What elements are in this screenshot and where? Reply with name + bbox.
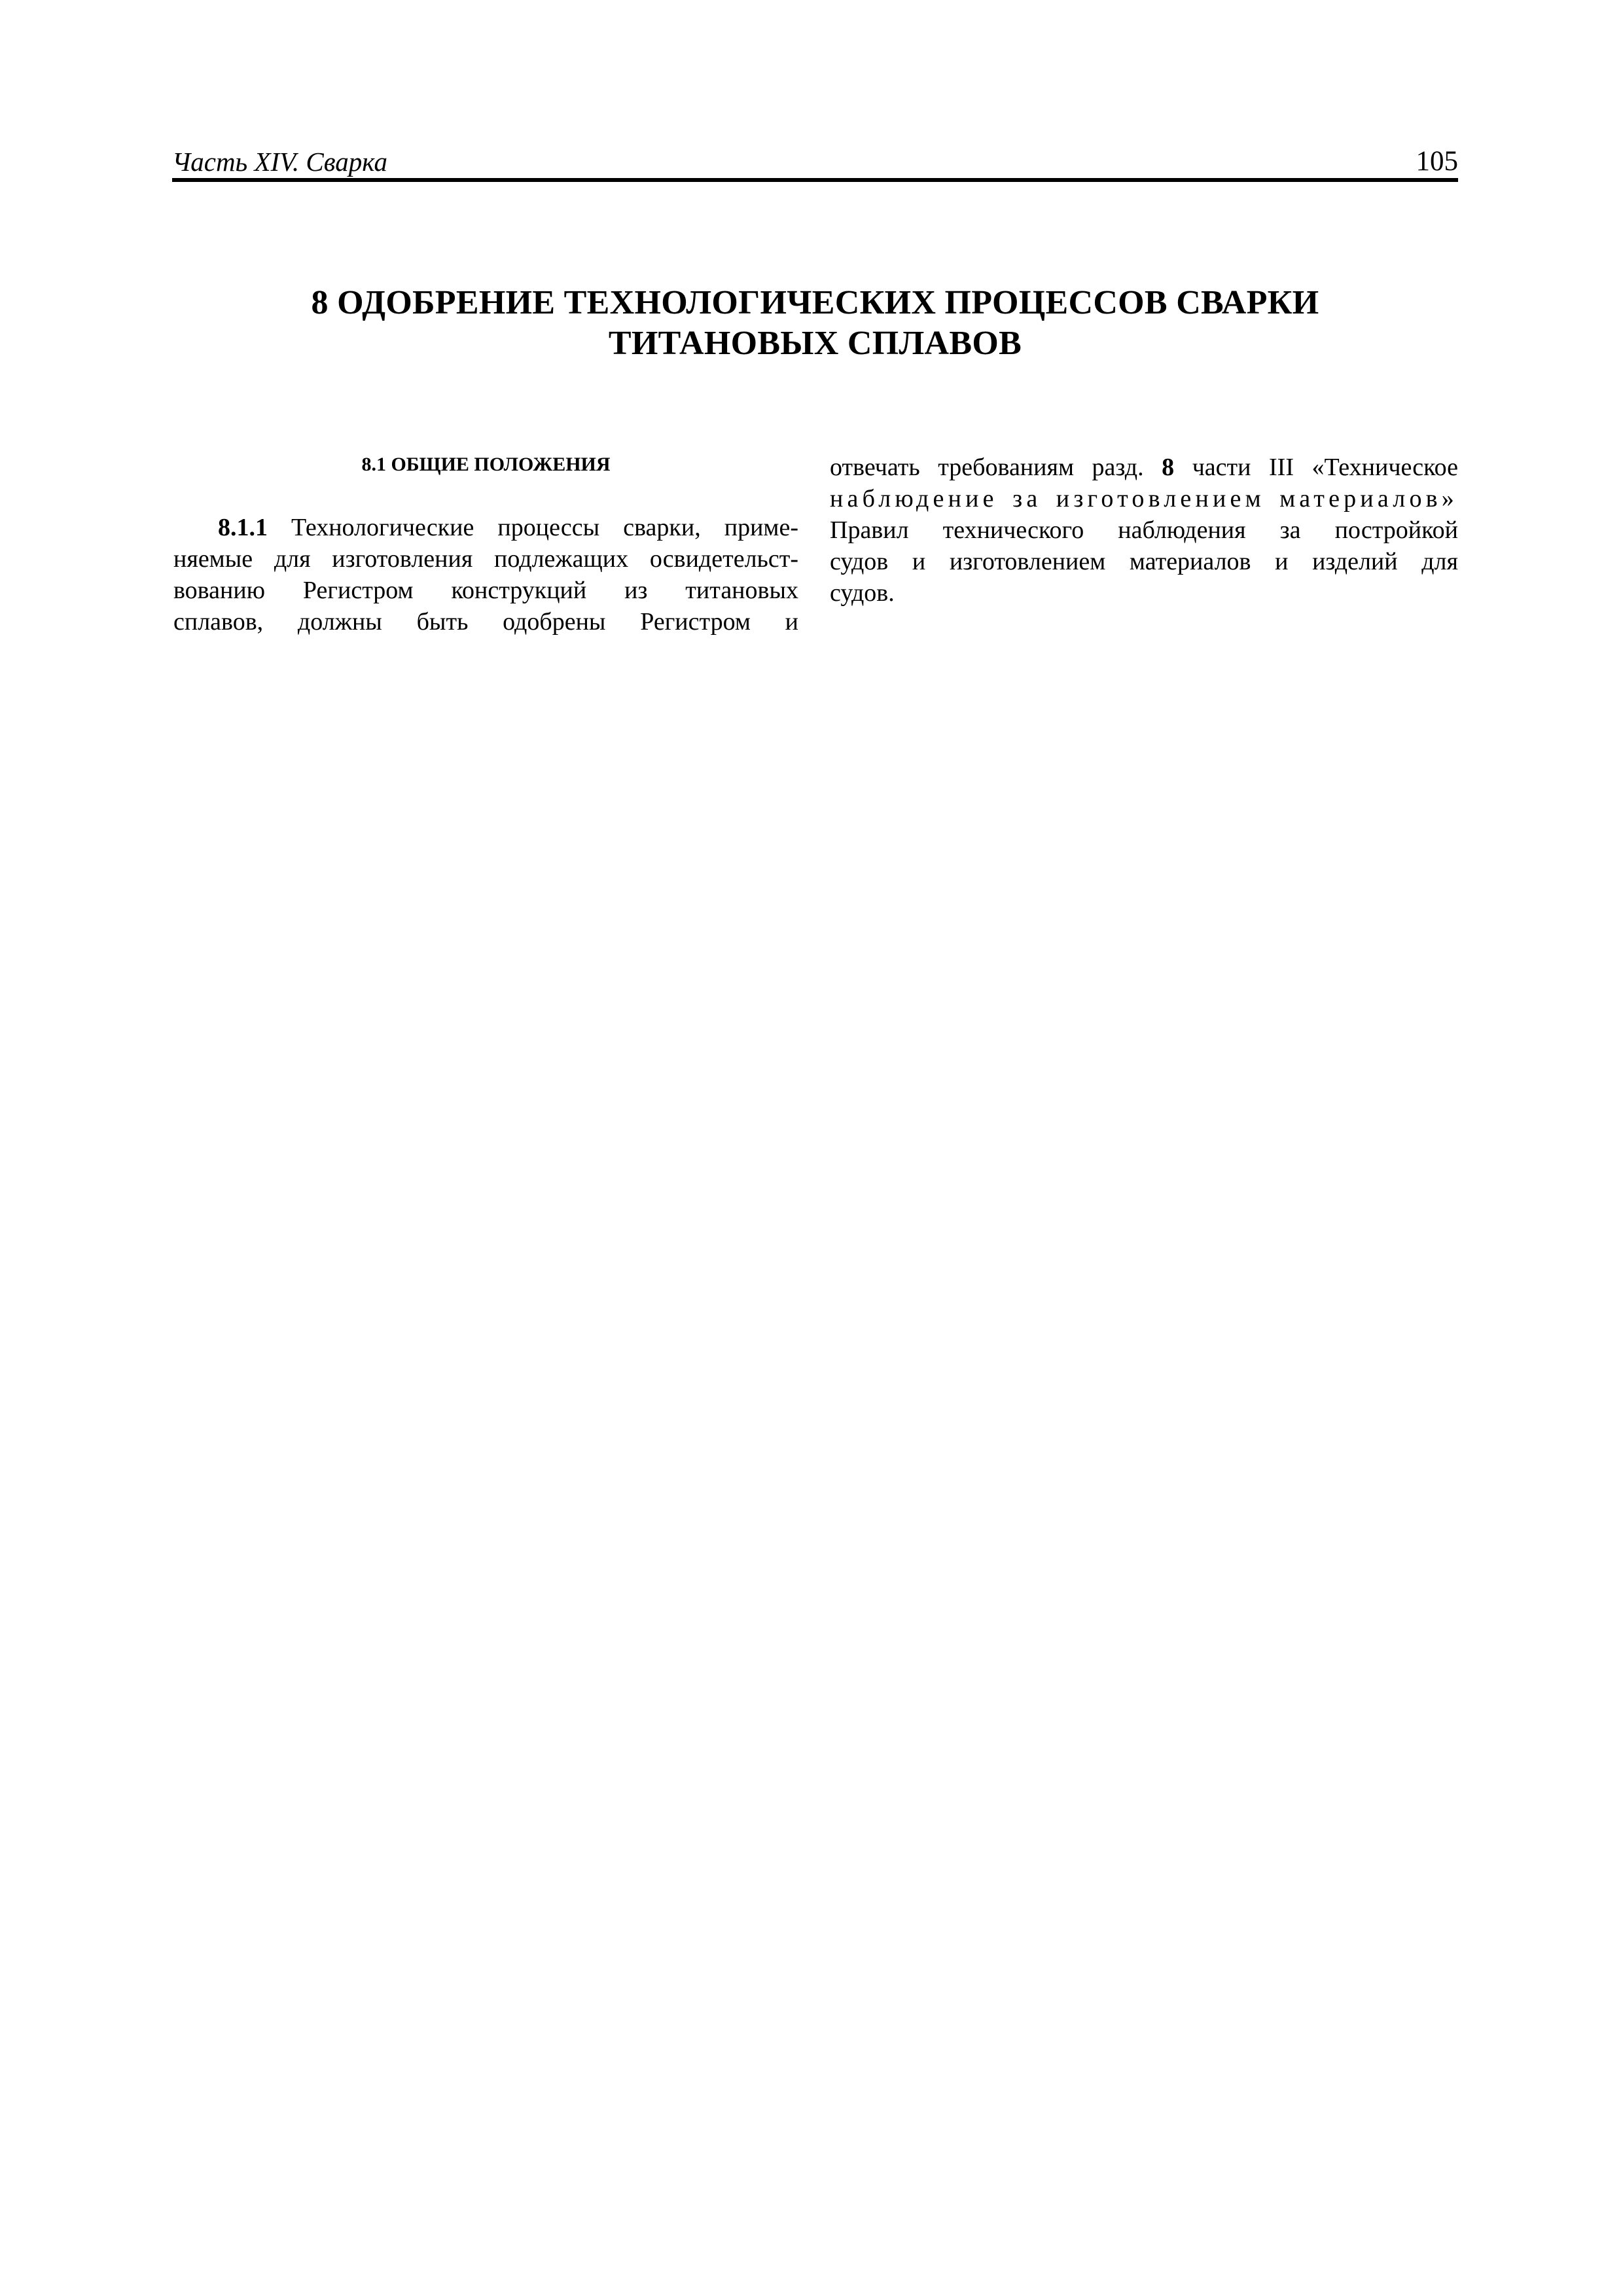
paragraph-line: наблюдение за изготовлением материалов» xyxy=(830,485,1458,512)
paragraph-line-text: Технологические процессы сварки, приме- xyxy=(268,514,798,541)
page-header xyxy=(172,139,1458,182)
right-column xyxy=(830,452,1458,609)
paragraph-line: няемые для изготовления подлежащих освидетельст- xyxy=(173,545,798,573)
paragraph-number: 8.1.1 xyxy=(218,514,268,541)
paragraph-8-1-1-continued xyxy=(830,452,1458,609)
left-column xyxy=(173,452,798,637)
running-title: Часть XIV. Сварка xyxy=(172,147,387,177)
paragraph-line xyxy=(173,512,798,543)
paragraph-line: судов и изготовлением материалов и изделий для xyxy=(830,548,1458,575)
paragraph-line xyxy=(830,452,1458,483)
section-heading: 8.1 ОБЩИЕ ПОЛОЖЕНИЯ xyxy=(361,454,611,475)
chapter-title-line-2: ТИТАНОВЫХ СПЛАВОВ xyxy=(608,325,1022,362)
section-reference-number: 8 xyxy=(1162,454,1175,481)
paragraph-8-1-1 xyxy=(173,512,798,637)
paragraph-line: сплавов, должны быть одобрены Регистром и xyxy=(173,608,798,636)
chapter-title xyxy=(172,283,1458,364)
paragraph-line: вованию Регистром конструкций из титановых xyxy=(173,577,798,604)
paragraph-line-text: части III «Техническое xyxy=(1174,454,1458,481)
paragraph-line: Правил технического наблюдения за постройкой xyxy=(830,516,1458,544)
chapter-title-line-1: 8 ОДОБРЕНИЕ ТЕХНОЛОГИЧЕСКИХ ПРОЦЕССОВ СВАРКИ xyxy=(311,284,1319,321)
page-number: 105 xyxy=(1416,146,1458,177)
paragraph-line: судов. xyxy=(830,579,895,607)
paragraph-line-text: отвечать требованиям разд. xyxy=(830,454,1162,481)
